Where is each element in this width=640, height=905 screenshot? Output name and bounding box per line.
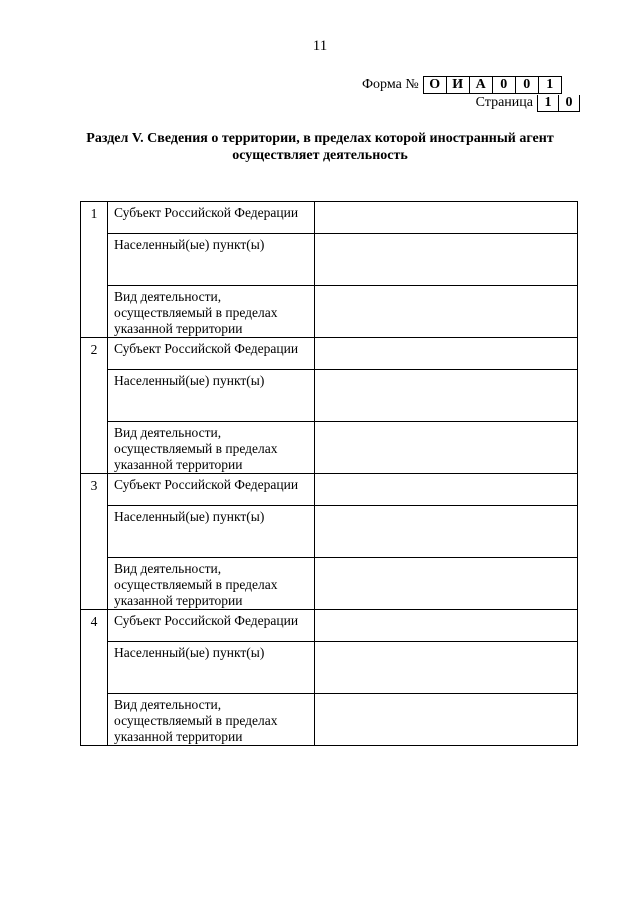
row-number: 4 [81, 610, 108, 746]
table-row [81, 286, 578, 338]
subject-label: Субъект Российской Федерации [108, 202, 315, 234]
table-row [81, 642, 578, 694]
activity-label: Вид деятельности, осуществляемый в пределах указанной территории [108, 558, 315, 610]
locality-value[interactable] [315, 370, 578, 422]
locality-value[interactable] [315, 234, 578, 286]
table-row [81, 234, 578, 286]
form-code-cell: А [469, 77, 492, 93]
page-number-row [362, 94, 580, 112]
subject-label: Субъект Российской Федерации [108, 338, 315, 370]
subject-value[interactable] [315, 338, 578, 370]
form-number-label: Форма № [362, 77, 419, 92]
table-row [81, 506, 578, 558]
subject-value[interactable] [315, 610, 578, 642]
activity-label: Вид деятельности, осуществляемый в пределах указанной территории [108, 422, 315, 474]
form-code-cell: О [429, 77, 441, 92]
form-number-block [362, 76, 580, 112]
form-code-boxes [423, 76, 562, 94]
form-code-cell: И [446, 77, 469, 93]
form-code-cell: 1 [538, 77, 561, 93]
row-number: 2 [81, 338, 108, 474]
page-cell: 1 [544, 94, 552, 110]
table-row [81, 558, 578, 610]
page-boxes [537, 95, 580, 112]
table-row [81, 610, 578, 642]
locality-label: Населенный(ые) пункт(ы) [108, 370, 315, 422]
subject-label: Субъект Российской Федерации [108, 474, 315, 506]
activity-value[interactable] [315, 286, 578, 338]
page-number: 11 [312, 38, 328, 54]
table-row [81, 422, 578, 474]
form-code-cell: 0 [515, 77, 538, 93]
activity-value[interactable] [315, 558, 578, 610]
form-code-cell: 0 [492, 77, 515, 93]
activity-value[interactable] [315, 694, 578, 746]
table-row [81, 338, 578, 370]
activity-label: Вид деятельности, осуществляемый в пределах указанной территории [108, 286, 315, 338]
page-label: Страница [475, 95, 533, 110]
locality-label: Населенный(ые) пункт(ы) [108, 642, 315, 694]
activity-label: Вид деятельности, осуществляемый в пределах указанной территории [108, 694, 315, 746]
subject-value[interactable] [315, 474, 578, 506]
row-number: 1 [81, 202, 108, 338]
section-title: Раздел V. Сведения о территории, в пределах которой иностранный агент осуществляет деятельность [86, 131, 554, 163]
page-cell: 0 [558, 95, 579, 111]
table-row [81, 694, 578, 746]
locality-label: Населенный(ые) пункт(ы) [108, 234, 315, 286]
locality-value[interactable] [315, 642, 578, 694]
locality-value[interactable] [315, 506, 578, 558]
subject-label: Субъект Российской Федерации [108, 610, 315, 642]
table-row [81, 202, 578, 234]
form-number-row [362, 76, 580, 94]
activity-value[interactable] [315, 422, 578, 474]
territory-table [80, 201, 578, 746]
table-row [81, 370, 578, 422]
table-row [81, 474, 578, 506]
locality-label: Населенный(ые) пункт(ы) [108, 506, 315, 558]
row-number: 3 [81, 474, 108, 610]
subject-value[interactable] [315, 202, 578, 234]
